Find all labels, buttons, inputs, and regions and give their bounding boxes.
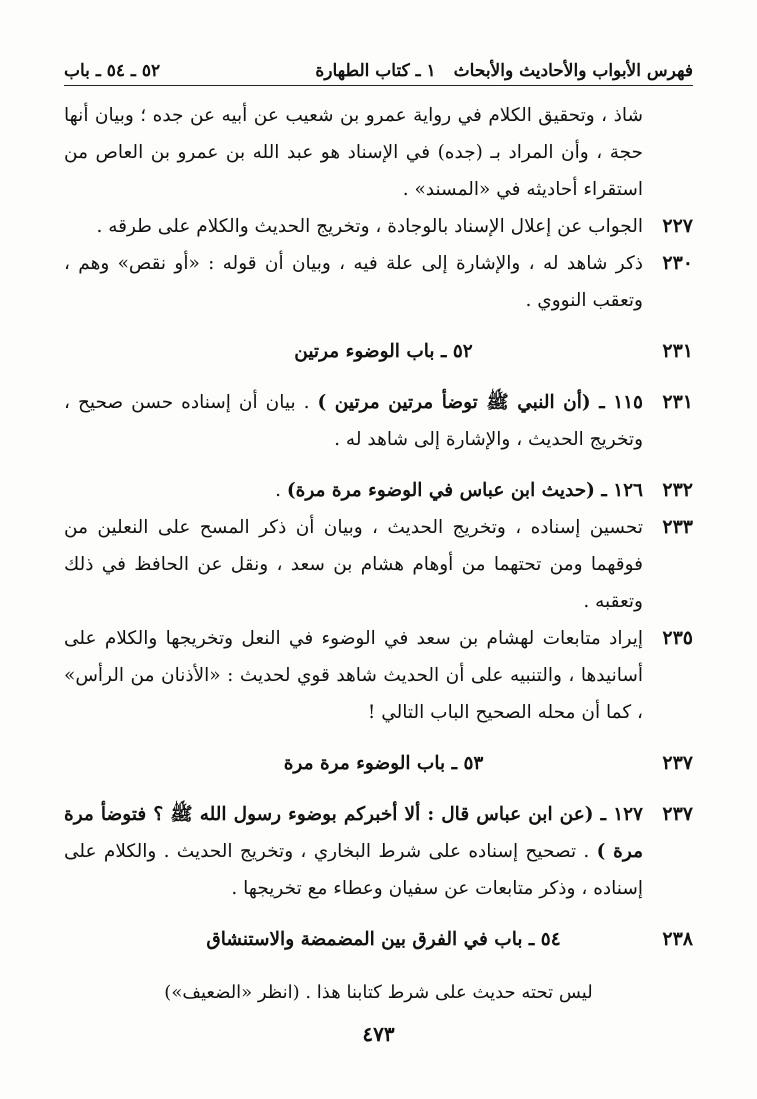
index-content xyxy=(64,97,693,1011)
entry-page-number: ٢٣٠ xyxy=(662,252,693,274)
entry-page-number: ٢٣٧ xyxy=(662,752,693,774)
book-title: فهرس الأبواب والأحاديث والأبحاث xyxy=(453,61,693,81)
hadith-entry xyxy=(64,472,693,509)
entry-body xyxy=(64,384,643,458)
hadith-entry xyxy=(64,384,693,458)
header-right xyxy=(315,61,693,81)
section-title: ١ ـ كتاب الطهارة xyxy=(315,61,436,81)
chapter-note: ليس تحته حديث على شرط كتابنا هذا . (انظر «الضعيف») xyxy=(164,982,593,1003)
chapter-heading xyxy=(64,921,693,958)
entry-text: . xyxy=(275,480,287,501)
entry-page-number: ٢٣١ xyxy=(662,391,693,413)
entry-text: إيراد متابعات لهشام بن سعد في الوضوء في النعل وتخريجها والكلام على أسانيدها ، والتنبيه على أن الحديث شاهد قوي لحديث : «الأذنان من الرأس» ، كما أن محله الصحيح الباب التالي ! xyxy=(64,628,643,723)
entry-page-number: ٢٣٧ xyxy=(662,803,693,825)
entry-text: ذكر شاهد له ، والإشارة إلى علة فيه ، وبيان أن قوله : «أو نقص» وهم ، وتعقب النووي . xyxy=(64,253,643,311)
intro-paragraph: شاذ ، وتحقيق الكلام في رواية عمرو بن شعيب عن أبيه عن جده ؛ وبيان أنها حجة ، وأن المراد بـ (جده) في الإسناد هو عبد الله بن عمرو بن العاص من استقراء أحاديثه في «المسند» . xyxy=(64,105,643,200)
page-number: ٤٧٣ xyxy=(362,1022,395,1046)
running-header xyxy=(64,52,693,86)
entry-text: تحسين إسناده ، وتخريج الحديث ، وبيان أن ذكر المسح على النعلين من فوقهما ومن تحتهما من أوهام هشام بن سعد ، ونقل عن الحافظ في ذلك وتعقبه . xyxy=(64,517,643,612)
hadith-text: ١٢٧ ـ (عن ابن عباس قال : ألا أخبركم بوضوء رسول الله ﷺ ؟ فتوضأ مرة مرة ) xyxy=(64,804,643,862)
chapter-heading xyxy=(64,333,693,370)
index-entry xyxy=(64,509,693,620)
chapter-heading xyxy=(64,745,693,782)
entry-page-number: ٢٣٥ xyxy=(662,627,693,649)
entry-text: . تصحيح إسناده على شرط البخاري ، وتخريج الحديث . والكلام على إسناده ، وذكر متابعات عن سفيان وعطاء مع تخريجها . xyxy=(64,841,643,899)
chapter-title: ٥٣ ـ باب الوضوء مرة مرة xyxy=(283,753,484,774)
entry-body xyxy=(64,796,643,907)
entry-text: . بيان أن إسناده حسن صحيح ، وتخريج الحديث ، والإشارة إلى شاهد له . xyxy=(64,392,643,450)
entry-page-number: ٢٣٢ xyxy=(662,479,693,501)
hadith-entry xyxy=(64,796,693,907)
chapter-title: ٥٤ ـ باب في الفرق بين المضمضة والاستنشاق xyxy=(206,929,561,950)
chapter-title: ٥٢ ـ باب الوضوء مرتين xyxy=(294,341,473,362)
hadith-text: ١١٥ ـ (أن النبي ﷺ توضأ مرتين مرتين ) xyxy=(317,392,643,413)
entry-page-number: ٢٣٣ xyxy=(662,516,693,538)
entry-page-number: ٢٢٧ xyxy=(662,215,693,237)
entry-body xyxy=(64,472,643,509)
entry-page-number: ٢٣٨ xyxy=(662,928,693,950)
index-entry xyxy=(64,245,693,319)
index-entry xyxy=(64,208,693,245)
entry-page-number: ٢٣١ xyxy=(662,340,693,362)
index-entry xyxy=(64,620,693,731)
entry-text: الجواب عن إعلال الإسناد بالوجادة ، وتخريج الحديث والكلام على طرقه . xyxy=(96,216,643,237)
hadith-text: ١٢٦ ـ (حديث ابن عباس في الوضوء مرة مرة) xyxy=(286,480,643,501)
chapter-range: ٥٢ ـ ٥٤ ـ باب xyxy=(64,61,161,81)
